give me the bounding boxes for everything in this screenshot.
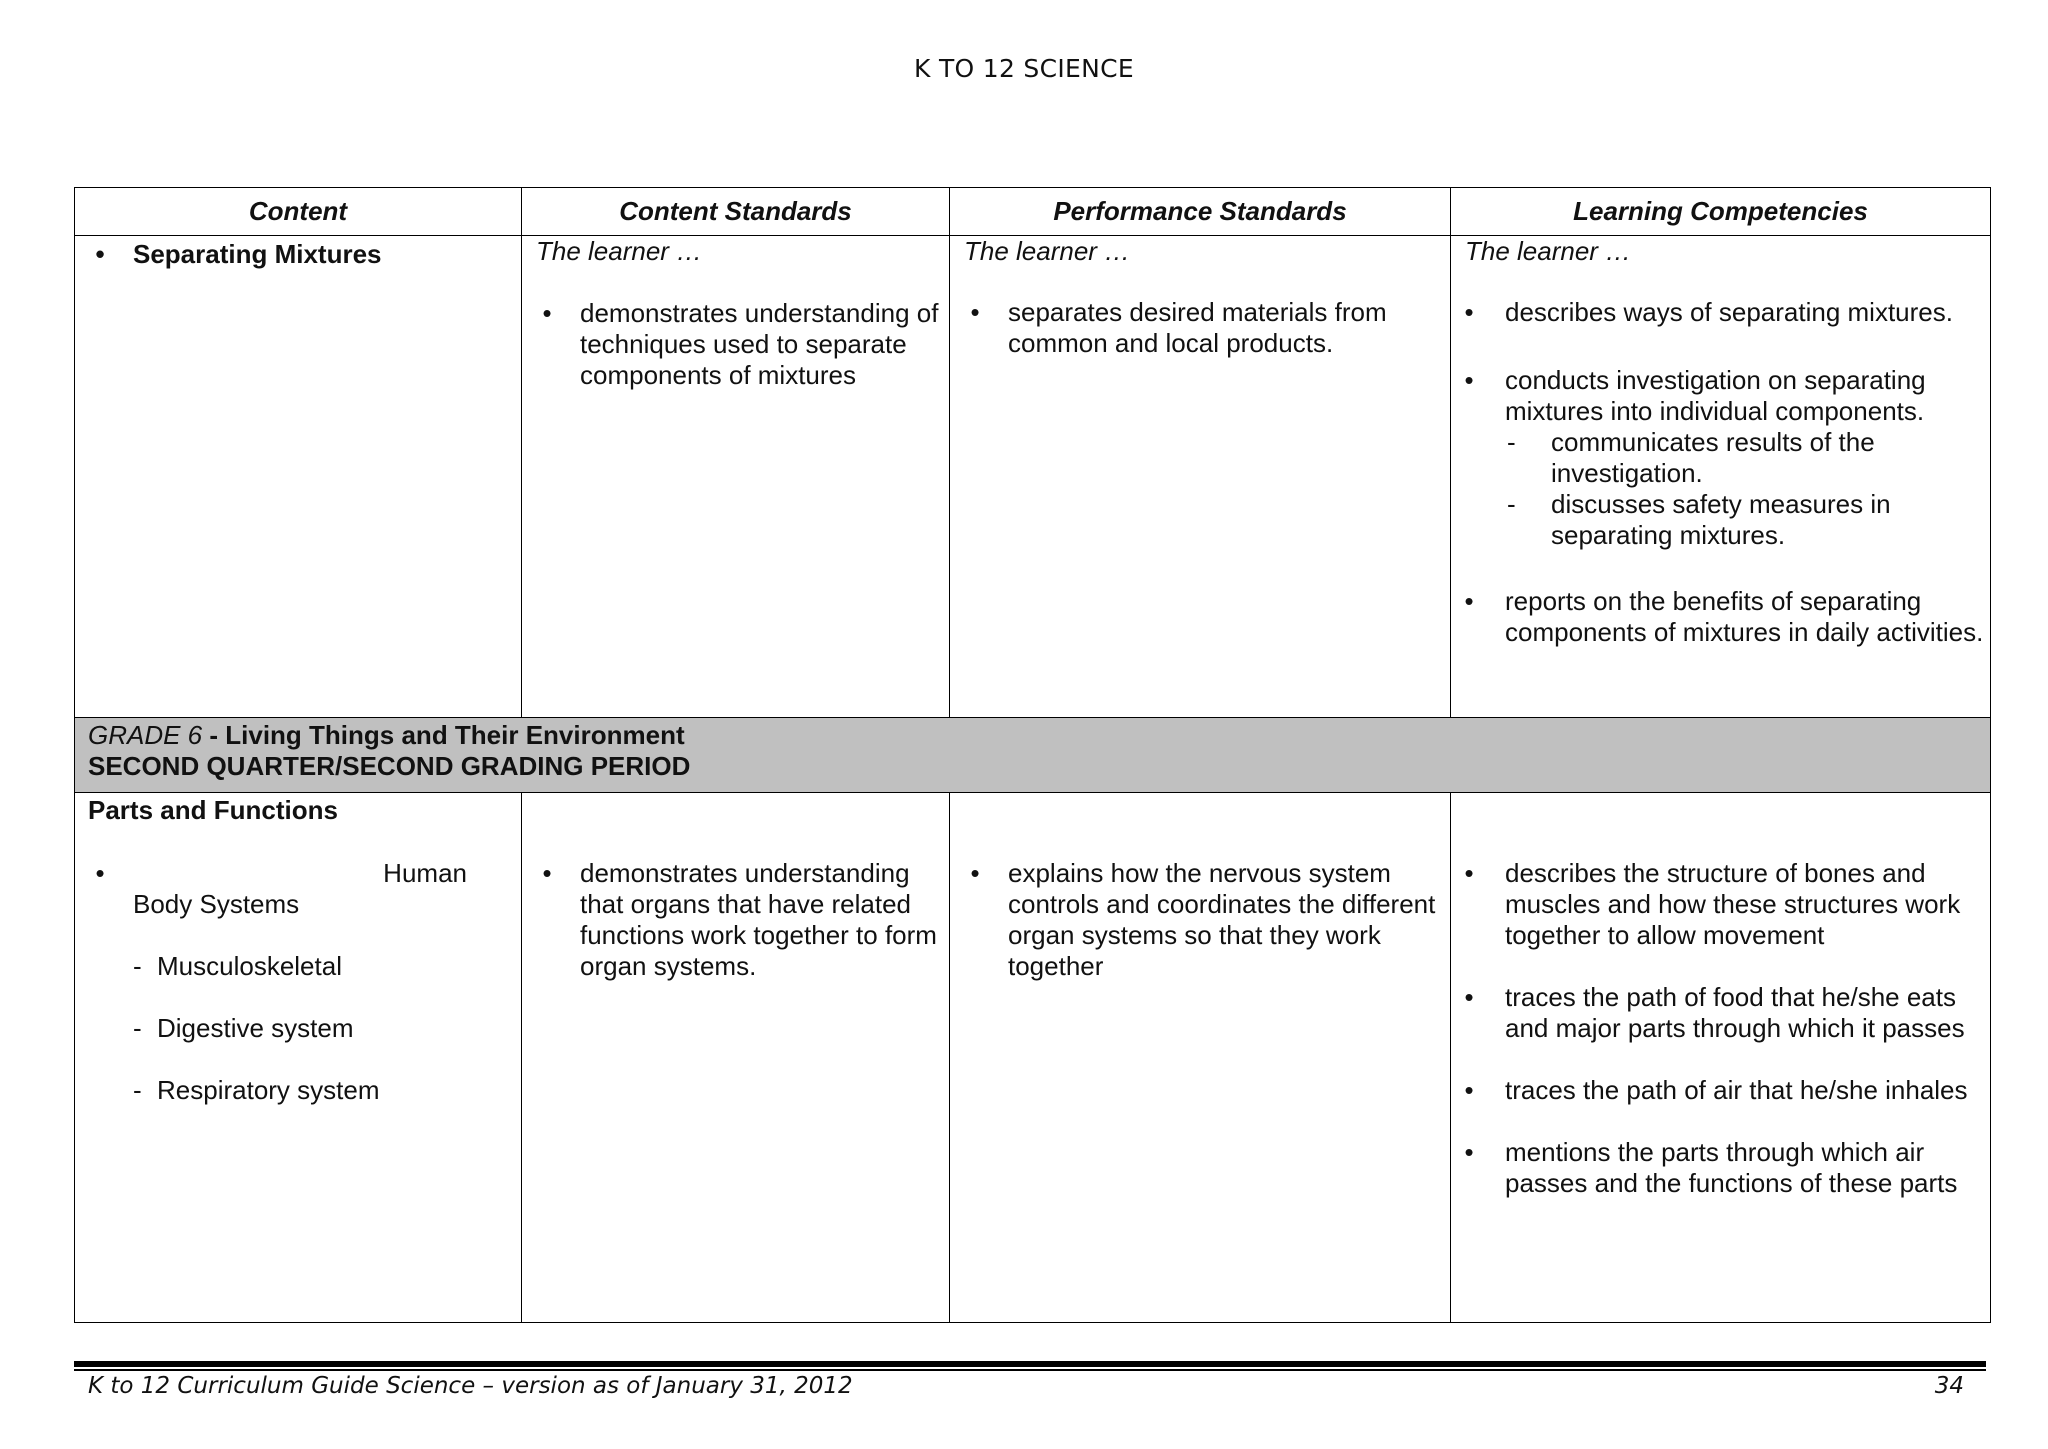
list-item	[1451, 1075, 1990, 1106]
bullet-icon: •	[1464, 297, 1474, 327]
footer-divider	[74, 1369, 1986, 1371]
list-item	[75, 239, 521, 270]
list-item	[522, 858, 949, 982]
learner-intro: The learner …	[1465, 236, 1632, 266]
grade-label: GRADE 6	[88, 720, 203, 750]
list-item	[1451, 586, 1990, 648]
topic-word: Body Systems	[133, 889, 300, 919]
learning-competencies-cell	[1451, 793, 1991, 1323]
page-number: 34	[1934, 1373, 1964, 1399]
sub-list-item	[75, 1075, 521, 1106]
content-topic: Separating Mixtures	[133, 239, 382, 269]
bullet-icon: •	[1464, 858, 1474, 888]
bullet-icon: •	[970, 858, 980, 888]
competency-text: mentions the parts through which air passes and the functions of these parts	[1505, 1137, 1958, 1198]
section-row	[75, 718, 1991, 793]
learning-competencies-cell	[1451, 236, 1991, 718]
competency-text: conducts investigation on separating mixtures into individual components.	[1505, 365, 1926, 426]
content-standards-cell	[522, 793, 950, 1323]
grade-theme: - Living Things and Their Environment	[202, 720, 685, 750]
system-name: Musculoskeletal	[157, 951, 342, 981]
dash-marker: -	[133, 1013, 142, 1043]
competency-text: describes the structure of bones and muscles and how these structures work together to allow movement	[1505, 858, 1961, 950]
competency-text: describes ways of separating mixtures.	[1505, 297, 1953, 327]
dash-marker: -	[1507, 427, 1516, 457]
content-standard-text: demonstrates understanding that organs that have related functions work together to form organ systems.	[580, 858, 937, 981]
table-header-row	[75, 188, 1991, 236]
competency-subtext: discusses safety measures in separating mixtures.	[1551, 489, 1891, 550]
list-item	[950, 297, 1450, 359]
bullet-icon: •	[1464, 982, 1474, 1012]
content-standards-cell	[522, 236, 950, 718]
bullet-icon: •	[1464, 1137, 1474, 1167]
footer-document-title: K to 12 Curriculum Guide Science – version as of January 31, 2012	[88, 1373, 853, 1399]
curriculum-table	[74, 187, 1991, 1323]
list-item	[1451, 297, 1990, 328]
performance-standard-text: separates desired materials from common and local products.	[1008, 297, 1387, 358]
list-item	[522, 298, 949, 391]
learner-intro: The learner …	[536, 236, 703, 266]
competency-text: traces the path of air that he/she inhales	[1505, 1075, 1968, 1105]
content-cell	[75, 236, 522, 718]
performance-standard-text: explains how the nervous system controls and coordinates the different organ systems so that they work together	[1008, 858, 1436, 981]
list-item	[1451, 365, 1990, 427]
bullet-icon: •	[1464, 365, 1474, 395]
sub-list-item	[75, 951, 521, 982]
column-header-content: Content	[75, 188, 522, 236]
page-header-title: K TO 12 SCIENCE	[914, 54, 1134, 83]
table-row	[75, 793, 1991, 1323]
list-item	[75, 858, 521, 920]
bullet-icon: •	[1464, 586, 1474, 616]
bullet-icon: •	[970, 297, 980, 327]
column-header-content-standards: Content Standards	[522, 188, 950, 236]
competency-text: reports on the benefits of separating components of mixtures in daily activities.	[1505, 586, 1984, 647]
footer-divider	[74, 1361, 1986, 1367]
system-name: Digestive system	[157, 1013, 354, 1043]
table-row	[75, 236, 1991, 718]
list-item	[950, 858, 1450, 982]
competency-subtext: communicates results of the investigation.	[1551, 427, 1875, 488]
content-cell	[75, 793, 522, 1323]
list-item	[1451, 1137, 1990, 1199]
performance-standards-cell	[950, 793, 1451, 1323]
performance-standards-cell	[950, 236, 1451, 718]
learner-intro: The learner …	[964, 236, 1131, 266]
sub-list-item	[1451, 489, 1990, 551]
topic-word: Human	[383, 858, 467, 888]
column-header-learning-competencies: Learning Competencies	[1451, 188, 1991, 236]
content-standard-text: demonstrates understanding of techniques used to separate components of mixtures	[580, 298, 939, 390]
dash-marker: -	[133, 1075, 142, 1105]
list-item	[1451, 858, 1990, 951]
competency-text: traces the path of food that he/she eats and major parts through which it passes	[1505, 982, 1965, 1043]
content-heading: Parts and Functions	[88, 795, 338, 825]
sub-list-item	[1451, 427, 1990, 489]
column-header-performance-standards: Performance Standards	[950, 188, 1451, 236]
quarter-label: SECOND QUARTER/SECOND GRADING PERIOD	[88, 751, 691, 781]
bullet-icon: •	[1464, 1075, 1474, 1105]
bullet-icon: •	[542, 858, 552, 888]
bullet-icon: •	[95, 239, 105, 269]
system-name: Respiratory system	[157, 1075, 380, 1105]
sub-list-item	[75, 1013, 521, 1044]
grade-section-banner	[75, 718, 1991, 793]
dash-marker: -	[133, 951, 142, 981]
dash-marker: -	[1507, 489, 1516, 519]
bullet-icon: •	[95, 858, 105, 888]
grade-line	[88, 720, 1990, 751]
bullet-icon: •	[542, 298, 552, 328]
list-item	[1451, 982, 1990, 1044]
